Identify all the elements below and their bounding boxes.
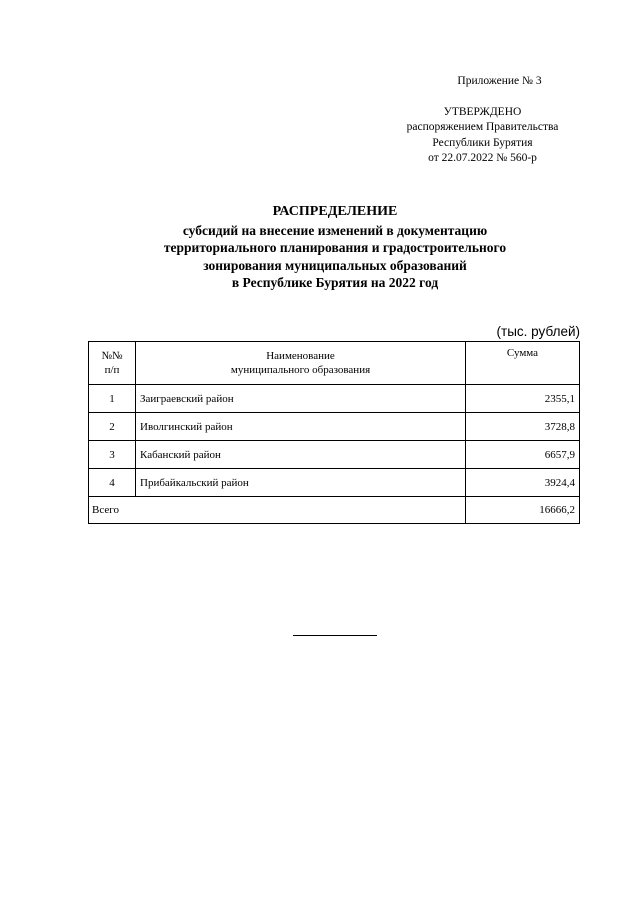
row-amount: 3924,4 [466, 469, 580, 497]
row-number: 3 [89, 441, 136, 469]
row-amount: 3728,8 [466, 413, 580, 441]
row-name: Заиграевский район [136, 385, 466, 413]
row-name: Прибайкальский район [136, 469, 466, 497]
title-line-3: зонирования муниципальных образований [203, 257, 467, 273]
approved-by-line2: Республики Бурятия [432, 136, 533, 149]
header-name-line2: муниципального образования [230, 364, 371, 376]
subsidy-table [88, 341, 580, 524]
header-name [136, 342, 466, 385]
header-name-line1: Наименование [266, 350, 335, 362]
total-amount: 16666,2 [466, 497, 580, 524]
header-number [89, 342, 136, 385]
approved-by-line1: распоряжением Правительства [406, 121, 559, 133]
title-line-2: территориального планирования и градостроительного [163, 240, 507, 255]
total-row [89, 497, 580, 524]
row-number: 2 [89, 413, 136, 441]
table-row [89, 413, 580, 441]
approved-label: УТВЕРЖДЕНО [443, 105, 522, 118]
table-header-row [89, 342, 580, 385]
title-main: РАСПРЕДЕЛЕНИЕ [272, 204, 398, 219]
title-line-4: в Республике Бурятия на 2022 год [231, 275, 439, 290]
total-label: Всего [89, 497, 466, 524]
table-row [89, 385, 580, 413]
footer-divider [293, 635, 377, 636]
approved-by-line3: от 22.07.2022 № 560-р [428, 152, 537, 164]
header-number-line2: п/п [104, 364, 120, 376]
row-name: Иволгинский район [136, 413, 466, 441]
row-number: 4 [89, 469, 136, 497]
table-row [89, 469, 580, 497]
title-line-1: субсидий на внесение изменений в документацию [182, 222, 488, 238]
units-label: (тыс. рублей) [496, 324, 580, 339]
row-number: 1 [89, 385, 136, 413]
header-number-line1: №№ [101, 350, 123, 362]
row-name: Кабанский район [136, 441, 466, 469]
appendix-block [380, 74, 585, 167]
header-sum: Сумма [466, 342, 580, 385]
row-amount: 6657,9 [466, 441, 580, 469]
table-row [89, 441, 580, 469]
document-title [60, 203, 610, 292]
appendix-number: Приложение № 3 [457, 75, 542, 87]
row-amount: 2355,1 [466, 385, 580, 413]
